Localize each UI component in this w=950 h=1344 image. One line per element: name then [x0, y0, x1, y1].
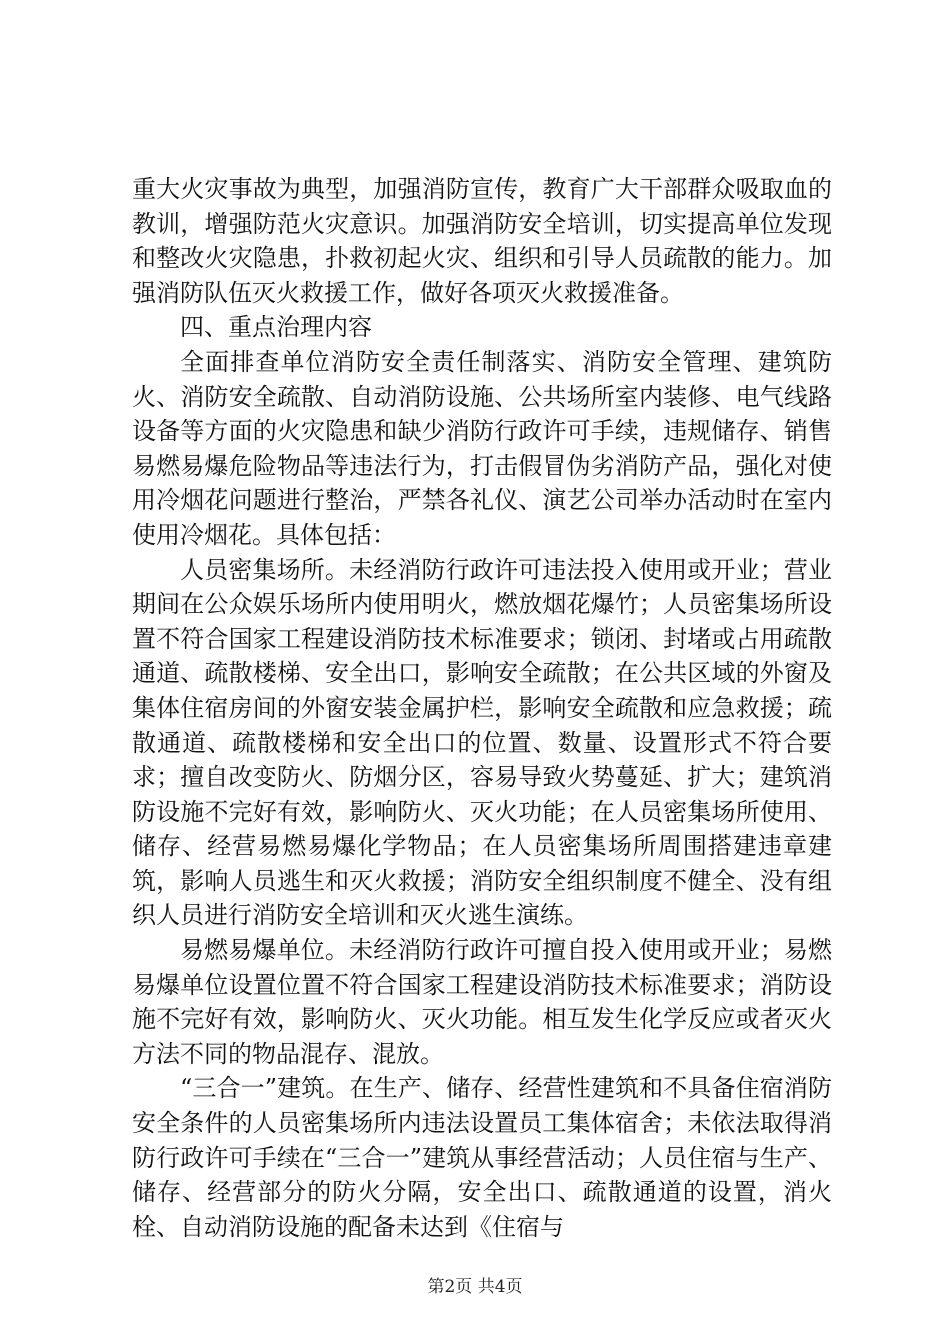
paragraph-flammable-units: 易燃易爆单位。未经消防行政许可擅自投入使用或开业；易燃易爆单位设置位置不符合国家工程建设消防技术标准要求；消防设施不完好有效，影响防火、灭火功能。相互发生化学反应或者灭火方法不同的物品混存、混放。: [132, 936, 832, 1068]
page-number-footer: 第2页 共4页: [427, 1277, 523, 1297]
paragraph-continuation: 重大火灾事故为典型，加强消防宣传，教育广大干部群众吸取血的教训，增强防范火灾意识。加强消防安全培训，切实提高单位发现和整改火灾隐患，扑救初起火灾、组织和引导人员疏散的能力。加强消防队伍灭火救援工作，做好各项灭火救援准备。: [132, 175, 832, 307]
paragraph-three-in-one: “三合一”建筑。在生产、储存、经营性建筑和不具备住宿消防安全条件的人员密集场所内违法设置员工集体宿舍；未依法取得消防行政许可手续在“三合一”建筑从事经营活动；人员住宿与生产、储存、经营部分的防火分隔，安全出口、疏散通道的设置，消火栓、自动消防设施的配备未达到《住宿与: [132, 1074, 832, 1241]
document-body: [132, 172, 832, 1244]
section-heading: 四、重点治理内容: [180, 313, 372, 342]
paragraph-scope: 全面排查单位消防安全责任制落实、消防安全管理、建筑防火、消防安全疏散、自动消防设施、公共场所室内装修、电气线路设备等方面的火灾隐患和缺少消防行政许可手续，违规储存、销售易燃易爆危险物品等违法行为，打击假冒伪劣消防产品，强化对使用冷烟花问题进行整治，严禁各礼仪、演艺公司举办活动时在室内使用冷烟花。具体包括：: [132, 347, 832, 549]
paragraph-crowded-places: 人员密集场所。未经消防行政许可违法投入使用或开业；营业期间在公众娱乐场所内使用明火，燃放烟花爆竹；人员密集场所设置不符合国家工程建设消防技术标准要求；锁闭、封堵或占用疏散通道、疏散楼梯、安全出口，影响安全疏散；在公共区域的外窗及集体住宿房间的外窗安装金属护栏，影响安全疏散和应急救援；疏散通道、疏散楼梯和安全出口的位置、数量、设置形式不符合要求；擅自改变防火、防烟分区，容易导致火势蔓延、扩大；建筑消防设施不完好有效，影响防火、灭火功能；在人员密集场所使用、储存、经营易燃易爆化学物品；在人员密集场所周围搭建违章建筑，影响人员逃生和灭火救援；消防安全组织制度不健全、没有组织人员进行消防安全培训和灭火逃生演练。: [132, 555, 832, 930]
